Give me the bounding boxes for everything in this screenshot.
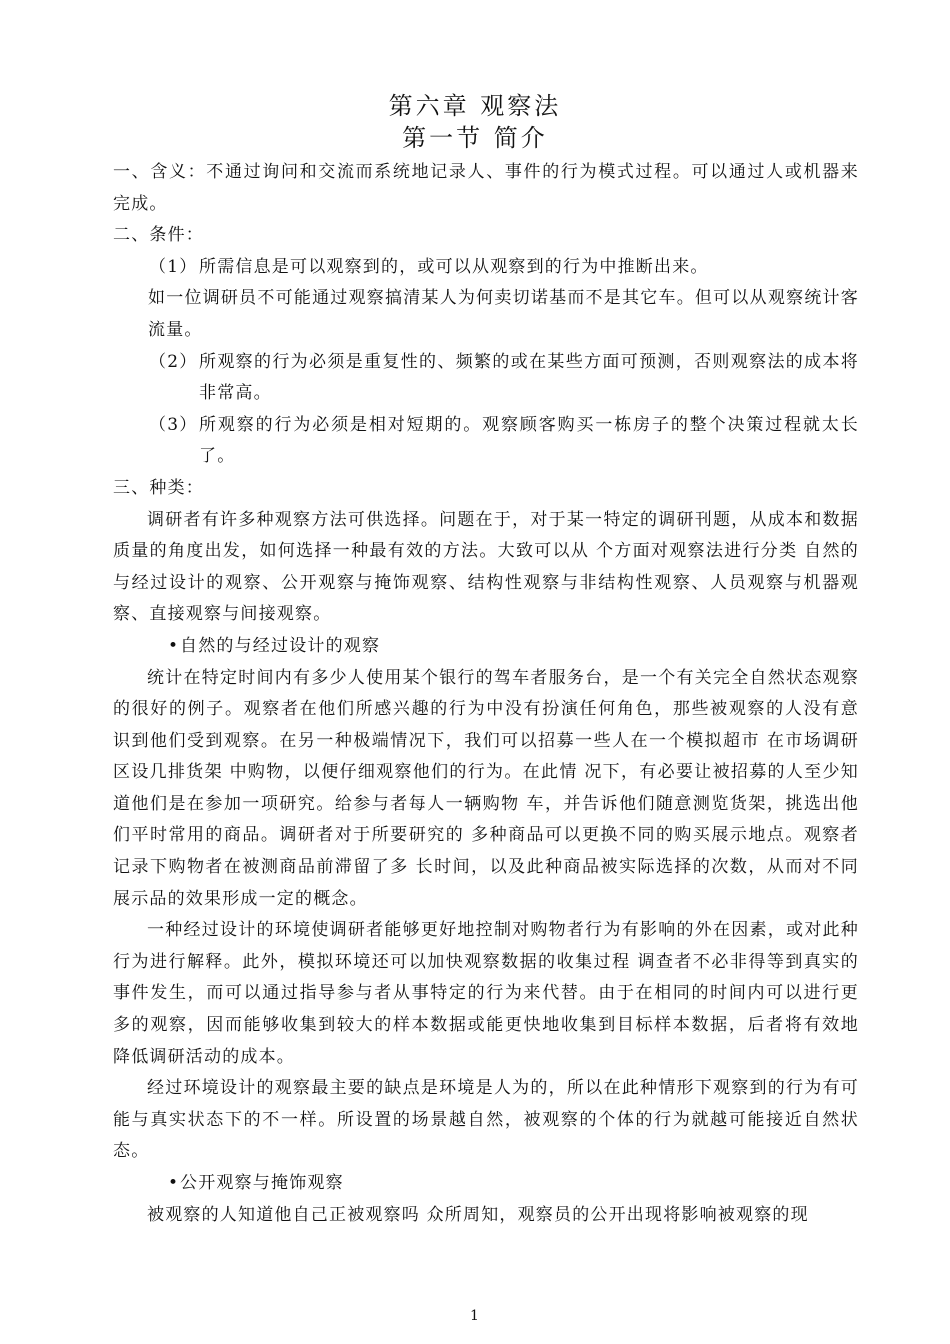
- definition-paragraph: 一、含义：不通过询问和交流而系统地记录人、事件的行为模式过程。可以通过人或机器来完成。: [113, 162, 859, 214]
- bullet-icon: •: [168, 1173, 180, 1193]
- bullet-open-disguised: [113, 1168, 859, 1200]
- bullet-label: 公开观察与掩饰观察: [180, 1173, 344, 1193]
- types-paragraph: 调研者有许多种观察方法可供选择。问题在于，对于某一特定的调研刊题，从成本和数据质量的角度出发，如何选择一种最有效的方法。大致可以从 个方面对观察法进行分类 自然的与经过设计的观察、公开观察与掩饰观察、结构性观察与非结构性观察、人员观察与机器观察、直接观察与间接观察。: [113, 509, 859, 625]
- open-observation-paragraph: 被观察的人知道他自己正被观察吗 众所周知，观察员的公开出现将影响被观察的现: [147, 1204, 809, 1225]
- condition-item-3: [113, 410, 859, 473]
- condition-item-1: [113, 252, 859, 284]
- condition-text-3: 所观察的行为必须是相对短期的。观察顾客购买一栋房子的整个决策过程就太长了。: [199, 414, 859, 467]
- condition-number-3: （3）: [149, 414, 198, 435]
- types-heading: 三、种类：: [113, 477, 204, 498]
- condition-example: 如一位调研员不可能通过观察搞清某人为何卖切诺基而不是其它车。但可以从观察统计客流量。: [148, 288, 859, 340]
- conditions-heading: 二、条件：: [113, 225, 204, 246]
- section-title: 第一节 简介: [402, 124, 548, 152]
- bullet-natural-designed: [113, 631, 859, 663]
- designed-environment-paragraph: 一种经过设计的环境使调研者能够更好地控制对购物者行为有影响的外在因素，或对此种行为进行解释。此外，模拟环境还可以加快观察数据的收集过程 调查者不必非得等到真实的事件发生，而可以通过指导参与者从事特定的行为来代替。由于在相同的时间内可以进行更多的观察，因而能够收集到较大的样本数据或能更快地收集到目标样本数据，后者将有效地降低调研活动的成本。: [113, 920, 859, 1067]
- condition-text-2: 所观察的行为必须是重复性的、频繁的或在某些方面可预测，否则观察法的成本将非常高。: [199, 351, 859, 404]
- condition-number-1: （1）: [149, 256, 198, 277]
- bullet-icon: •: [168, 635, 180, 656]
- bullet-label: 自然的与经过设计的观察: [180, 635, 381, 656]
- condition-text-1: 所需信息是可以观察到的，或可以从观察到的行为中推断出来。: [199, 256, 709, 277]
- natural-observation-paragraph: 统计在特定时间内有多少人使用某个银行的驾车者服务台，是一个有关完全自然状态观察的很好的例子。观察者在他们所感兴趣的行为中没有扮演任何角色，那些被观察的人没有意识到他们受到观察。在另一种极端情况下，我们可以招募一些人在一个模拟超市 在市场调研区设几排货架 中购物，以便仔细观察他们的行为。在此情 况下，有必要让被招募的人至少知道他们是在参加一项研究。给参与者每人一辆购物 车，并告诉他们随意测览货架，挑选出他们平时常用的商品。调研者对于所要研究的 多种商品可以更换不同的购买展示地点。观察者记录下购物者在被测商品前滞留了多 长时间，以及此种商品被实际选择的次数，从而对不同展示品的效果形成一定的概念。: [113, 667, 859, 909]
- document-body: [113, 157, 859, 1231]
- chapter-title: 第六章 观察法: [388, 92, 562, 120]
- designed-drawback-paragraph: 经过环境设计的观察最主要的缺点是环境是人为的，所以在此种情形下观察到的行为有可能与真实状态下的不一样。所设置的场景越自然，被观察的个体的行为就越可能接近自然状态。: [113, 1078, 859, 1162]
- condition-item-2: [113, 347, 859, 410]
- condition-number-2: （2）: [149, 351, 198, 372]
- page-number: 1: [469, 1308, 481, 1324]
